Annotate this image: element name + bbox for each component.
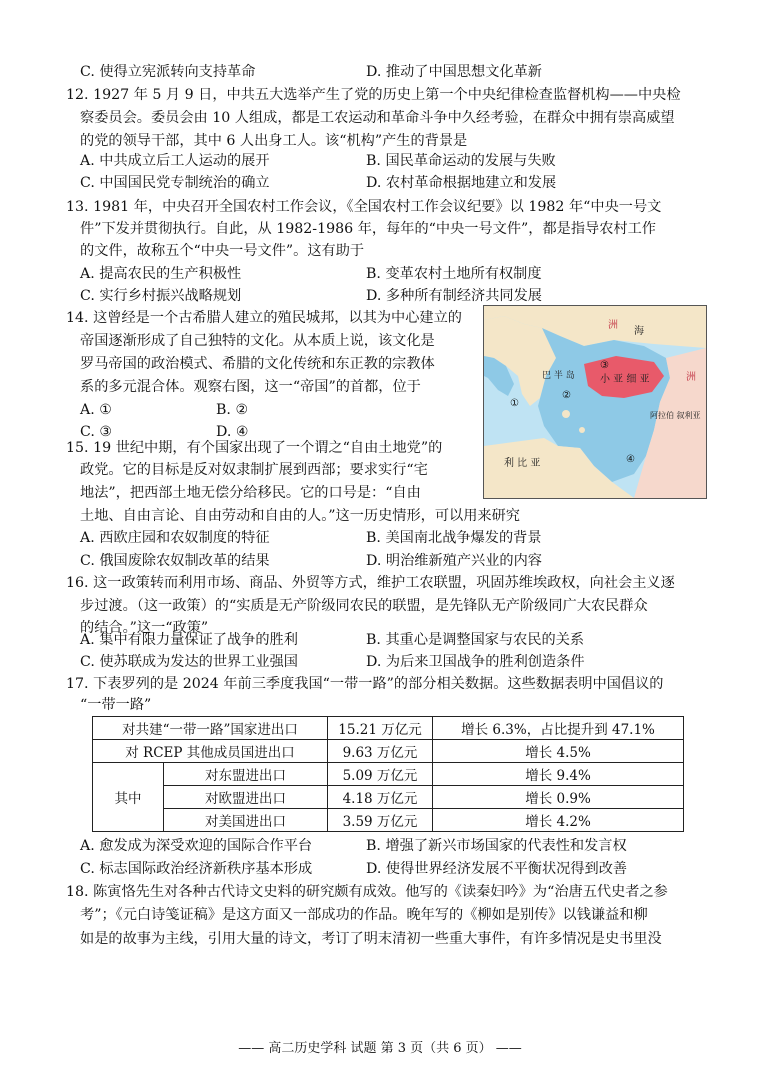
q16-option-b: B. 其重心是调整国家与农民的关系: [366, 632, 585, 648]
page-footer: —— 高二历史学科 试题 第 3 页（共 6 页） ——: [238, 1041, 522, 1056]
q14-line-2: 帝国逐渐形成了自己独特的文化。从本质上说，该文化是: [80, 333, 435, 349]
q16-option-a: A. 集中有限力量保证了战争的胜利: [80, 632, 298, 648]
q12-option-d: D. 农村革命根据地建立和发展: [366, 175, 557, 191]
q13-line-2: 件”下发并贯彻执行。自此，从 1982-1986 年，每年的“中央一号文件”，都是指导农村工作: [80, 221, 656, 237]
map-label-europe: 洲: [608, 320, 618, 331]
table-cell-value: 3.59 万亿元: [328, 809, 433, 832]
q14-option-a: A. ①: [80, 402, 112, 418]
q14-line-4: 系的多元混合体。观察右图，这一“帝国”的首都，位于: [80, 379, 421, 395]
table-cell-growth: 增长 0.9%: [433, 786, 684, 809]
table-row: [93, 717, 684, 740]
table-row: [93, 740, 684, 763]
q13-option-d: D. 多种所有制经济共同发展: [366, 288, 542, 304]
table-cell-value: 15.21 万亿元: [328, 717, 433, 740]
q12-line-2: 察委员会。委员会由 10 人组成，都是工农运动和革命斗争中久经考验，在群众中拥有崇高威望: [80, 110, 675, 126]
q13-line-3: 的文件，故称五个“中央一号文件”。这有助于: [80, 243, 365, 259]
q15-option-c: C. 俄国废除农奴制改革的结果: [80, 553, 270, 569]
q14-line-1: 14. 这曾经是一个古希腊人建立的殖民城邦，以其为中心建立的: [66, 310, 462, 326]
q15-option-d: D. 明治维新殖产兴业的内容: [366, 553, 542, 569]
q16-line-3: 的结合。”这一“政策”: [80, 620, 209, 636]
map-figure: [484, 306, 706, 498]
q12-line-3: 的党的领导干部，其中 6 人出身工人。该“机构”产生的背景是: [80, 133, 468, 149]
map-label-asia: 洲: [686, 372, 696, 383]
q14-line-3: 罗马帝国的政治模式、希腊的文化传统和东正教的宗教体: [80, 356, 435, 372]
q16-option-c: C. 使苏联成为发达的世界工业强国: [80, 654, 298, 670]
q16-line-1: 16. 这一政策转而利用市场、商品、外贸等方式，维护工农联盟，巩固苏维埃政权，向社会主义逐: [66, 575, 675, 591]
q13-line-1: 13. 1981 年，中央召开全国农村工作会议，《全国农村工作会议纪要》以 1982 年“中央一号文: [66, 199, 662, 215]
map-marker-4: ④: [626, 454, 635, 465]
table-cell-label: 对东盟进出口: [164, 763, 328, 786]
map-label-libya: 利 比 亚: [504, 458, 541, 469]
q15-line-3: 地法”，把西部土地无偿分给移民。它的口号是：“自由: [80, 485, 421, 501]
q14-option-d: D. ④: [216, 424, 249, 440]
q18-line-2: 考”；《元白诗笺证稿》是这方面又一部成功的作品。晚年写的《柳如是别传》以钱谦益和柳: [80, 907, 648, 923]
table-cell-value: 5.09 万亿元: [328, 763, 433, 786]
q15-option-a: A. 西欧庄园和农奴制度的特征: [80, 530, 270, 546]
q16-option-d: D. 为后来卫国战争的胜利创造条件: [366, 654, 585, 670]
q17-option-b: B. 增强了新兴市场国家的代表性和发言权: [366, 838, 627, 854]
q12-line-1: 12. 1927 年 5 月 9 日，中共五大选举产生了党的历史上第一个中央纪律检查监督机构——中央检: [66, 87, 681, 103]
table-row: [93, 786, 684, 809]
q14-option-b: B. ②: [216, 402, 249, 418]
table-cell-value: 4.18 万亿元: [328, 786, 433, 809]
table-row: [93, 809, 684, 832]
q11-option-d: D. 推动了中国思想文化革新: [366, 64, 542, 80]
q18-line-1: 18. 陈寅恪先生对各种古代诗文史料的研究颇有成效。他写的《读秦妇吟》为“治唐五代史者之参: [66, 884, 668, 900]
q17-line-1: 17. 下表罗列的是 2024 年前三季度我国“一带一路”的部分相关数据。这些数据表明中国倡议的: [66, 676, 664, 692]
map-marker-3: ③: [600, 360, 609, 371]
table-row: [93, 763, 684, 786]
q14-option-c: C. ③: [80, 424, 113, 440]
map-label-arabia: 阿拉伯 叙利亚: [650, 411, 701, 420]
q15-line-4: 土地、自由言论、自由劳动和自由的人。”这一历史情形，可以用来研究: [80, 508, 520, 524]
map-island: [562, 410, 570, 418]
q13-option-a: A. 提高农民的生产积极性: [80, 266, 242, 282]
q15-line-1: 15. 19 世纪中期，有个国家出现了一个谓之“自由土地党”的: [66, 440, 443, 456]
map-marker-2: ②: [562, 390, 571, 401]
map-label-asia-minor: 小 亚 细 亚: [600, 374, 650, 385]
q18-line-3: 如是的故事为主线，引用大量的诗文，考订了明末清初一些重大事件，有许多情况是史书里没: [80, 931, 662, 947]
q17-option-a: A. 愈发成为深受欢迎的国际合作平台: [80, 838, 313, 854]
map-marker-1: ①: [510, 398, 519, 409]
q12-option-b: B. 国民革命运动的发展与失败: [366, 153, 556, 169]
map-island: [579, 427, 585, 433]
q15-option-b: B. 美国南北战争爆发的背景: [366, 530, 542, 546]
trade-data-table: [92, 716, 684, 832]
q12-option-c: C. 中国国民党专制统治的确立: [80, 175, 270, 191]
table-cell-label: 对欧盟进出口: [164, 786, 328, 809]
table-cell-growth: 增长 4.5%: [433, 740, 684, 763]
table-group-label: 其中: [93, 763, 164, 832]
q17-option-c: C. 标志国际政治经济新秩序基本形成: [80, 861, 313, 877]
table-cell-value: 9.63 万亿元: [328, 740, 433, 763]
q16-line-2: 步过渡。（这一政策）的“实质是无产阶级同农民的联盟，是先锋队无产阶级同广大农民群众: [80, 598, 648, 614]
q17-option-d: D. 使得世界经济发展不平衡状况得到改善: [366, 861, 628, 877]
table-cell-label: 对 RCEP 其他成员国进出口: [93, 740, 328, 763]
map-label-balkan: 巴 半 岛: [542, 371, 575, 381]
table-cell-growth: 增长 9.4%: [433, 763, 684, 786]
table-cell-label: 对美国进出口: [164, 809, 328, 832]
map-label-sea: 海: [634, 326, 644, 337]
table-cell-label: 对共建“一带一路”国家进出口: [93, 717, 328, 740]
q15-line-2: 政党。它的目标是反对奴隶制扩展到西部；要求实行“宅: [80, 462, 428, 478]
q13-option-b: B. 变革农村土地所有权制度: [366, 266, 542, 282]
table-cell-growth: 增长 4.2%: [433, 809, 684, 832]
q13-option-c: C. 实行乡村振兴战略规划: [80, 288, 242, 304]
q11-option-c: C. 使得立宪派转向支持革命: [80, 64, 256, 80]
q17-line-2: “一带一路”: [80, 697, 152, 713]
table-cell-growth: 增长 6.3%，占比提升到 47.1%: [433, 717, 684, 740]
q12-option-a: A. 中共成立后工人运动的展开: [80, 153, 270, 169]
empire-map: [483, 305, 707, 499]
